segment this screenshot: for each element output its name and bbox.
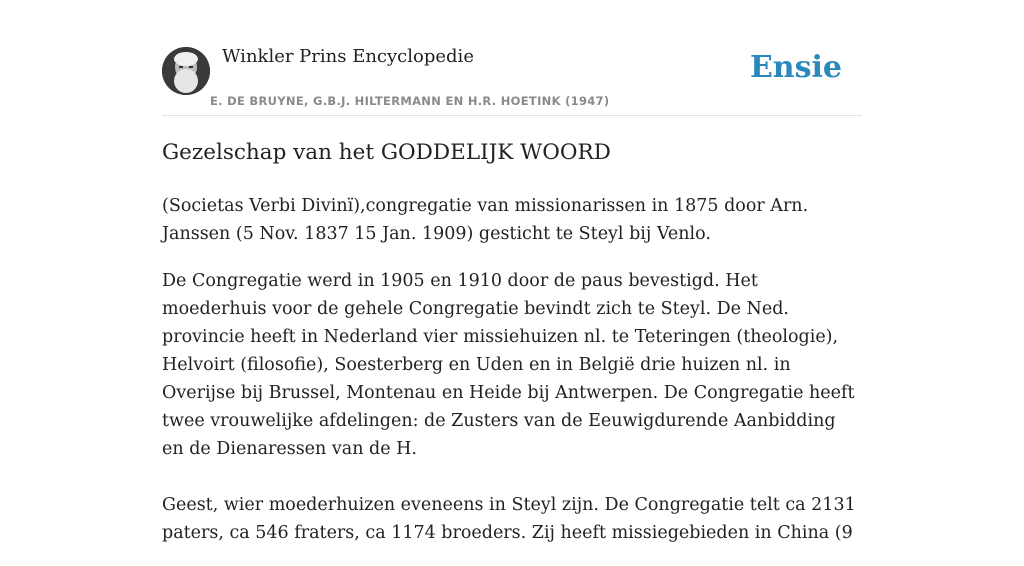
article-body: [162, 192, 862, 566]
header: [162, 0, 862, 116]
portrait-avatar[interactable]: [162, 47, 210, 95]
paragraph: Geest, wier moederhuizen eveneens in Steyl zijn. De Congregatie telt ca 2131 paters, ca 546 fraters, ca 1174 broeders. Zij heeft missiegebieden in China (9: [162, 495, 856, 543]
brand-logo[interactable]: Ensie: [749, 50, 842, 85]
authors-line: E. DE BRUYNE, G.B.J. HILTERMANN EN H.R. HOETINK (1947): [210, 94, 610, 108]
paragraph: (Societas Verbi Divinï),congregatie van missionarissen in 1875 door Arn. Janssen (5 Nov. 1837 15 Jan. 1909) gesticht te Steyl bij Venlo.: [162, 196, 809, 244]
portrait-icon: [162, 47, 210, 95]
paragraph: De Congregatie werd in 1905 en 1910 door de paus bevestigd. Het moederhuis voor de gehele Congregatie bevindt zich te Steyl. De Ned. provincie heeft in Nederland vier missiehuizen nl. te Teteringen (theologie), Helvoirt (filosofie), Soesterberg en Uden en in België drie huizen nl. in Overijse bij Brussel, Montenau en Heide bij Antwerpen. De Congregatie heeft twee vrouwelijke afdelingen: de Zusters van de Eeuwigdurende Aanbidding en de Dienaressen van de H.: [162, 271, 855, 459]
publication-title[interactable]: Winkler Prins Encyclopedie: [222, 46, 474, 67]
article-title: Gezelschap van het GODDELIJK WOORD: [162, 140, 611, 165]
page: [162, 0, 862, 543]
